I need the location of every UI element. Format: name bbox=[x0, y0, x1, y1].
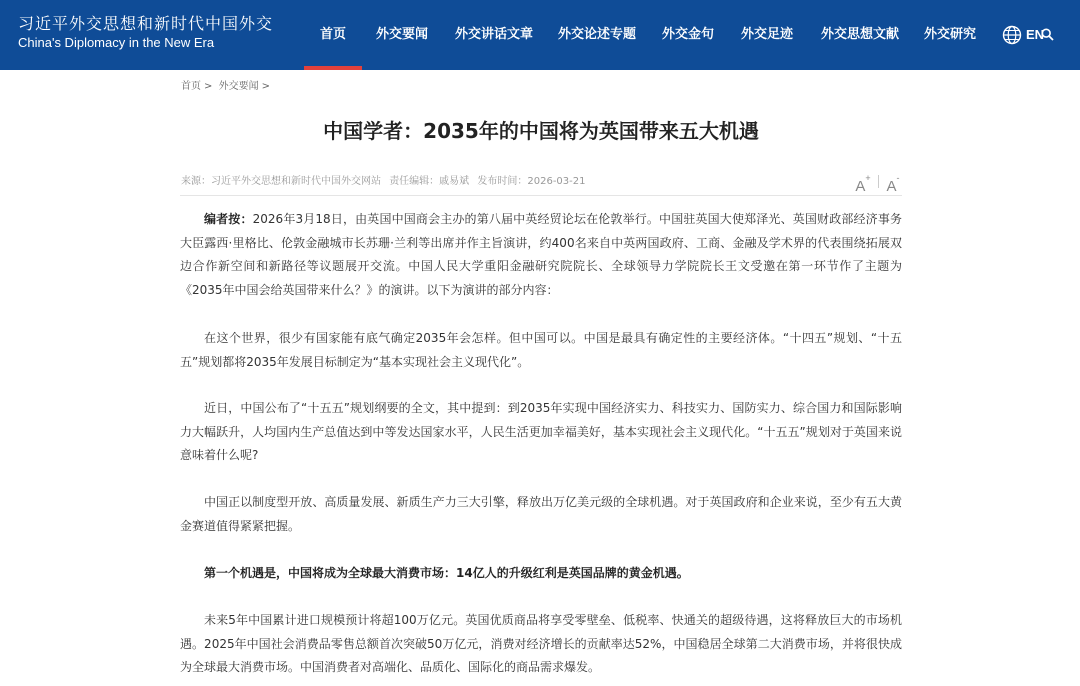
logo-english: China's Diplomacy in the New Era bbox=[18, 35, 215, 50]
meta-divider bbox=[180, 195, 902, 196]
article-paragraph bbox=[180, 208, 902, 302]
font-increase-button[interactable] bbox=[853, 173, 873, 195]
nav-item-quotes[interactable]: 外交金句 bbox=[662, 27, 715, 42]
nav-item-documents[interactable]: 外交思想文献 bbox=[821, 27, 900, 42]
opportunity-heading: 第一个机遇是，中国将成为全球最大消费市场：14亿人的升级红利是英国品牌的黄金机遇。 bbox=[204, 566, 689, 580]
breadcrumb-separator: > bbox=[261, 81, 270, 92]
article-meta bbox=[181, 176, 591, 188]
editor-note-label: 编者按： bbox=[204, 212, 253, 226]
breadcrumb-separator: > bbox=[204, 81, 213, 92]
language-label: EN bbox=[1026, 27, 1045, 42]
paragraph-text: 未来5年中国累计进口规模预计将超100万亿元。英国优质商品将享受零壁垒、低税率、快通关的超级待遇，这将释放巨大的市场机遇。2025年中国社会消费品零售总额首次突破50万亿元，消费对经济增长的贡献率达52%，中国稳居全球第二大消费市场，并将很快成为全球最大消费市场。中国消费者对高端化、品质化、国际化的商品需求爆发。 bbox=[180, 613, 902, 674]
search-icon[interactable] bbox=[1041, 28, 1054, 41]
paragraph-text: 在这个世界，很少有国家能有底气确定2035年会怎样。但中国可以。中国是最具有确定性的主要经济体。“十四五”规划、“十五五”规划都将2035年发展目标制定为“基本实现社会主义现代化”。 bbox=[180, 331, 902, 369]
article-subheading bbox=[180, 562, 902, 586]
article-date: 发布时间：2026-03-21 bbox=[477, 176, 586, 187]
article-paragraph bbox=[180, 491, 902, 538]
font-decrease-mark: - bbox=[896, 173, 900, 183]
article-paragraph bbox=[180, 397, 902, 468]
breadcrumb bbox=[181, 80, 273, 94]
top-navigation-bar bbox=[0, 0, 1080, 70]
breadcrumb-section[interactable]: 外交要闻 bbox=[218, 81, 259, 92]
paragraph-text: 中国正以制度型开放、高质量发展、新质生产力三大引擎，释放出万亿美元级的全球机遇。对于英国政府和企业来说，至少有五大黄金赛道值得紧紧把握。 bbox=[180, 495, 902, 533]
globe-icon bbox=[1002, 25, 1022, 45]
logo-chinese: 习近平外交思想和新时代中国外交 bbox=[18, 14, 274, 33]
site-logo[interactable] bbox=[18, 14, 273, 51]
nav-item-diplomatic-news[interactable]: 外交要闻 bbox=[376, 27, 429, 42]
font-increase-mark: + bbox=[865, 173, 871, 183]
nav-item-footprints[interactable]: 外交足迹 bbox=[741, 27, 794, 42]
article-paragraph bbox=[180, 609, 902, 680]
paragraph-text: 近日，中国公布了“十五五”规划纲要的全文，其中提到：到2035年实现中国经济实力、科技实力、国防实力、综合国力和国际影响力大幅跃升，人均国内生产总值达到中等发达国家水平，人民生活更加幸福美好，基本实现社会主义现代化。“十五五”规划对于英国来说意味着什么呢? bbox=[180, 401, 902, 462]
nav-item-topics[interactable]: 外交论述专题 bbox=[558, 27, 637, 42]
language-switch[interactable] bbox=[1002, 25, 1072, 45]
breadcrumb-home[interactable]: 首页 bbox=[181, 81, 201, 92]
article-paragraph bbox=[180, 327, 902, 374]
nav-item-home[interactable]: 首页 bbox=[320, 0, 346, 70]
font-decrease-glyph: A bbox=[886, 178, 897, 195]
article-editor: 责任编辑：戚易斌 bbox=[389, 176, 470, 187]
nav-item-research[interactable]: 外交研究 bbox=[924, 27, 977, 42]
font-increase-glyph: A bbox=[855, 178, 866, 195]
article-source: 来源：习近平外交思想和新时代中国外交网站 bbox=[181, 176, 381, 187]
paragraph-text: 2026年3月18日，由英国中国商会主办的第八届中英经贸论坛在伦敦举行。中国驻英国大使郑泽光、英国财政部经济事务大臣露西·里格比、伦敦金融城市长苏珊·兰利等出席并作主旨演讲，约400名来自中英两国政府、工商、金融及学术界的代表围绕拓展双边合作新空间和新路径等议题展开交流。中国人民大学重阳金融研究院院长、全球领导力学院院长王文受邀在第一环节作了主题为《2035年中国会给英国带来什么？》的演讲。以下为演讲的部分内容： bbox=[180, 212, 902, 297]
font-size-divider bbox=[878, 175, 879, 188]
nav-item-speeches[interactable]: 外交讲话文章 bbox=[455, 27, 534, 42]
font-decrease-button[interactable] bbox=[883, 173, 903, 195]
article-title: 中国学者：2035年的中国将为英国带来五大机遇 bbox=[323, 119, 759, 143]
